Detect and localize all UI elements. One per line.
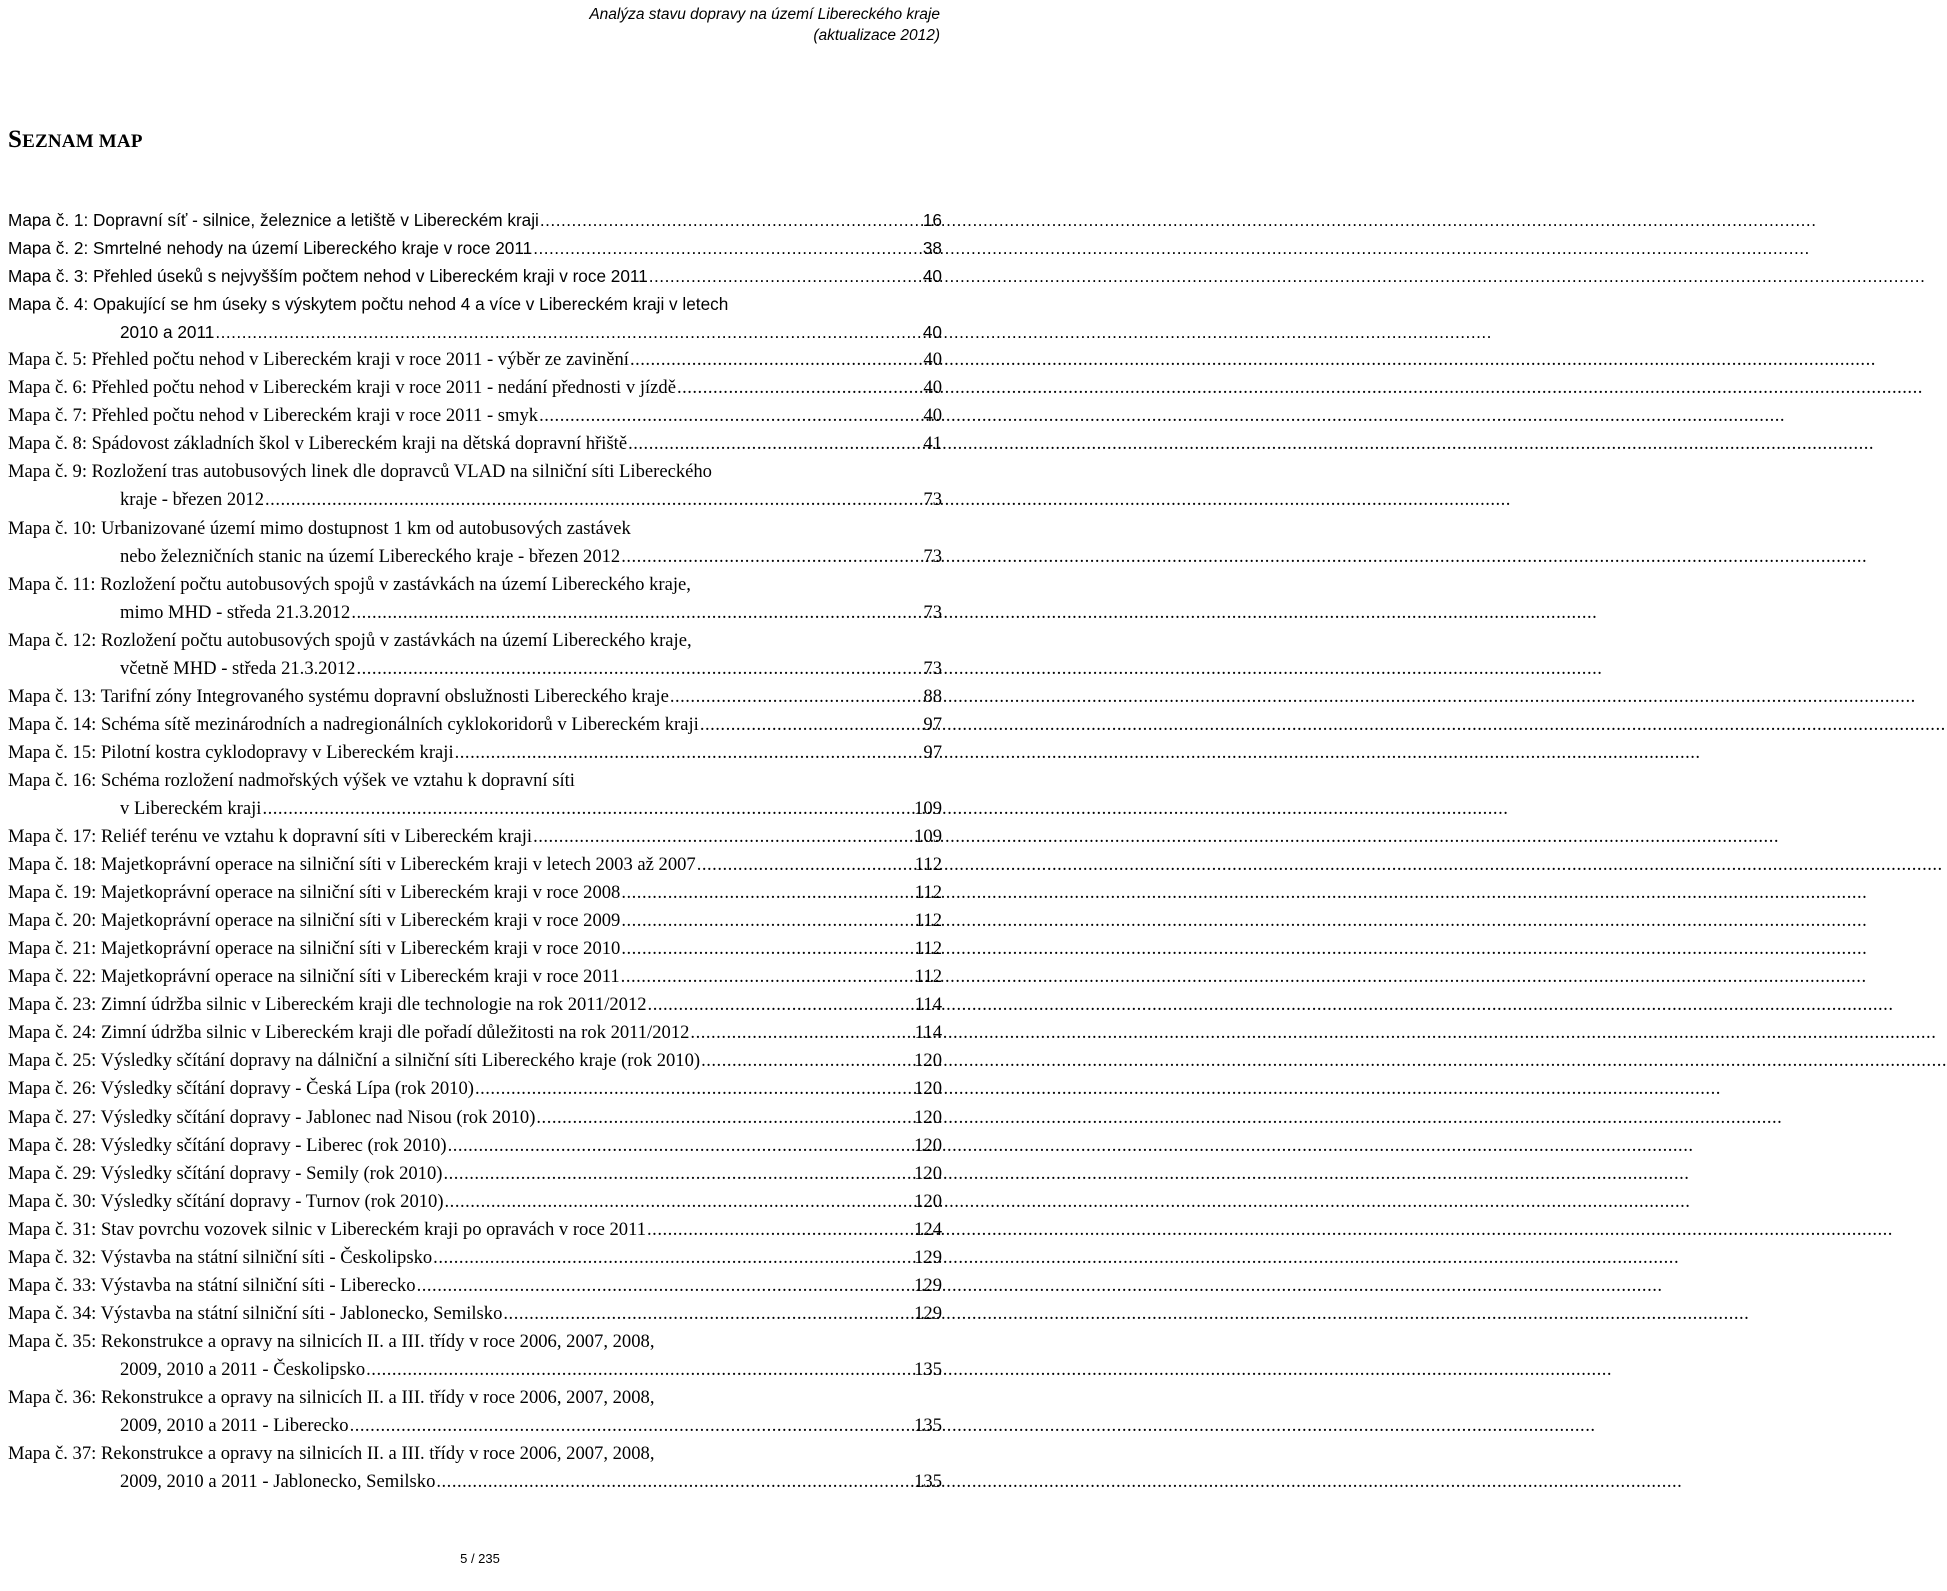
toc-page-number: 112 — [914, 882, 942, 904]
dot-leader — [366, 1356, 913, 1384]
toc-entry-line — [8, 907, 942, 935]
toc-entry-text: Mapa č. 5: Přehled počtu nehod v Libereckém kraji v roce 2011 - výběr ze zavinění — [8, 349, 629, 371]
toc-page-number: 38 — [922, 238, 942, 259]
toc-page-number: 73 — [923, 601, 942, 623]
toc-entry-text: Mapa č. 15: Pilotní kostra cyklodopravy v Libereckém kraji — [8, 741, 454, 763]
toc-entry-line — [8, 458, 942, 486]
page-title-initial: S — [8, 126, 23, 153]
toc-entry-text: 2010 a 2011 — [120, 322, 215, 343]
page-title — [8, 126, 143, 154]
toc-page-number: 135 — [914, 1471, 942, 1493]
toc-entry[interactable] — [8, 963, 942, 991]
toc-entry-line — [8, 627, 942, 655]
toc-entry-text: Mapa č. 6: Přehled počtu nehod v Libereckém kraji v roce 2011 - nedání přednosti v jízdě — [8, 377, 676, 399]
toc-entry-text: kraje - březen 2012 — [120, 489, 265, 511]
toc-entry-line — [8, 739, 942, 767]
dot-leader — [621, 935, 913, 963]
toc-entry-text: Mapa č. 24: Zimní údržba silnic v Libereckém kraji dle pořadí důležitosti na rok 2011/2012 — [8, 1022, 690, 1044]
toc-entry[interactable] — [8, 1188, 942, 1216]
toc-entry-text: Mapa č. 36: Rekonstrukce a opravy na silnicích II. a III. třídy v roce 2006, 2007, 2008, — [8, 1386, 655, 1408]
toc-entry-text: 2009, 2010 a 2011 - Liberecko — [120, 1415, 349, 1437]
toc-page-number: 112 — [914, 910, 942, 932]
toc-entry[interactable] — [8, 515, 942, 571]
toc-page-number: 112 — [914, 938, 942, 960]
toc-entry-text: Mapa č. 20: Majetkoprávní operace na silniční síti v Libereckém kraji v roce 2009 — [8, 910, 621, 932]
toc-entry[interactable] — [8, 991, 942, 1019]
dot-leader — [540, 206, 922, 234]
toc-page-number: 73 — [923, 545, 942, 567]
dot-leader — [539, 402, 922, 430]
toc-entry[interactable] — [8, 627, 942, 683]
toc-entry-line — [8, 1047, 942, 1075]
toc-page-number: 135 — [914, 1415, 942, 1437]
toc-entry[interactable] — [8, 234, 942, 262]
toc-page-number: 73 — [923, 657, 942, 679]
toc-page-number: 40 — [922, 322, 942, 343]
toc-entry-text: Mapa č. 28: Výsledky sčítání dopravy - Liberec (rok 2010) — [8, 1134, 447, 1156]
toc-entry[interactable] — [8, 1328, 942, 1384]
toc-entry-text: v Libereckém kraji — [120, 797, 262, 819]
toc-entry-text: Mapa č. 3: Přehled úseků s nejvyšším počtem nehod v Libereckém kraji v roce 2011 — [8, 266, 648, 287]
toc-entry[interactable] — [8, 1075, 942, 1103]
toc-entry[interactable] — [8, 458, 942, 514]
toc-entry-text: Mapa č. 26: Výsledky sčítání dopravy - Česká Lípa (rok 2010) — [8, 1078, 474, 1100]
toc-entry-line — [8, 1440, 942, 1468]
dot-leader — [351, 599, 922, 627]
toc-entry-continuation — [8, 655, 942, 683]
toc-entry-line — [8, 571, 942, 599]
header-subtitle: (aktualizace 2012) — [813, 27, 940, 44]
toc-entry[interactable] — [8, 571, 942, 627]
toc-entry[interactable] — [8, 1384, 942, 1440]
dot-leader — [536, 1104, 913, 1132]
toc-entry[interactable] — [8, 1104, 942, 1132]
toc-entry-text: Mapa č. 25: Výsledky sčítání dopravy na dálniční a silniční síti Libereckého kraje (rok 2010) — [8, 1050, 701, 1072]
toc-entry-text: Mapa č. 16: Schéma rozložení nadmořských výšek ve vztahu k dopravní síti — [8, 769, 575, 791]
toc-entry-text: Mapa č. 29: Výsledky sčítání dopravy - Semily (rok 2010) — [8, 1162, 443, 1184]
toc-entry-line — [8, 234, 942, 262]
dot-leader — [445, 1188, 914, 1216]
toc-entry-text: Mapa č. 32: Výstavba na státní silniční síti - Českolipsko — [8, 1246, 433, 1268]
dot-leader — [262, 795, 913, 823]
toc-entry-text: Mapa č. 2: Smrtelné nehody na území Libereckého kraje v roce 2011 — [8, 238, 533, 259]
toc-entry-line — [8, 1300, 942, 1328]
toc-entry-text: Mapa č. 10: Urbanizované území mimo dostupnost 1 km od autobusových zastávek — [8, 517, 631, 539]
dot-leader — [215, 318, 922, 346]
dot-leader — [433, 1244, 913, 1272]
toc-entry-line — [8, 290, 942, 318]
toc-page-number: 97 — [923, 741, 942, 763]
toc-entry[interactable] — [8, 711, 942, 739]
dot-leader — [621, 907, 913, 935]
dot-leader — [677, 374, 922, 402]
toc-page-number: 120 — [914, 1190, 942, 1212]
toc-entry-line — [8, 935, 942, 963]
toc-entry-text: Mapa č. 33: Výstavba na státní silniční síti - Liberecko — [8, 1274, 416, 1296]
toc-entry-line — [8, 430, 942, 458]
toc-entry-continuation — [8, 1356, 942, 1384]
dot-leader — [503, 1300, 913, 1328]
toc-entry-text: Mapa č. 21: Majetkoprávní operace na silniční síti v Libereckém kraji v roce 2010 — [8, 938, 621, 960]
toc-page-number: 73 — [923, 489, 942, 511]
toc-entry-text: Mapa č. 34: Výstavba na státní silniční síti - Jablonecko, Semilsko — [8, 1302, 503, 1324]
dot-leader — [628, 430, 922, 458]
toc-entry-line — [8, 879, 942, 907]
toc-entry-continuation — [8, 543, 942, 571]
toc-entry-line — [8, 1188, 942, 1216]
toc-page-number: 40 — [922, 266, 942, 287]
toc-entry[interactable] — [8, 1132, 942, 1160]
toc-entry-continuation — [8, 795, 942, 823]
toc-page-number: 120 — [914, 1162, 942, 1184]
toc-page-number: 112 — [914, 966, 942, 988]
toc-page-number: 120 — [914, 1134, 942, 1156]
toc-entry-line — [8, 767, 942, 795]
toc-entry[interactable] — [8, 262, 942, 290]
toc-entry-text: 2009, 2010 a 2011 - Jablonecko, Semilsko — [120, 1471, 436, 1493]
dot-leader — [417, 1272, 914, 1300]
dot-leader — [448, 1132, 914, 1160]
dot-leader — [690, 1019, 913, 1047]
toc-entry-text: Mapa č. 7: Přehled počtu nehod v Libereckém kraji v roce 2011 - smyk — [8, 405, 539, 427]
toc-entry[interactable] — [8, 290, 942, 346]
toc-entry-text: Mapa č. 9: Rozložení tras autobusových linek dle dopravců VLAD na silniční síti Libereckého — [8, 461, 712, 483]
toc-entry[interactable] — [8, 767, 942, 823]
running-header — [589, 4, 940, 46]
toc-entry-text: nebo železničních stanic na území Libereckého kraje - březen 2012 — [120, 545, 621, 567]
toc-page-number: 40 — [923, 405, 942, 427]
toc-entry-line — [8, 1160, 942, 1188]
dot-leader — [621, 963, 914, 991]
toc-entry-line — [8, 683, 942, 711]
toc-entry-text: Mapa č. 19: Majetkoprávní operace na silniční síti v Libereckém kraji v roce 2008 — [8, 882, 621, 904]
toc-entry-text: včetně MHD - středa 21.3.2012 — [120, 657, 356, 679]
dot-leader — [621, 543, 922, 571]
dot-leader — [533, 823, 913, 851]
toc-entry-text: Mapa č. 11: Rozložení počtu autobusových spojů v zastávkách na území Libereckého kraje, — [8, 573, 691, 595]
toc-entry-line — [8, 1075, 942, 1103]
toc-entry[interactable] — [8, 430, 942, 458]
toc-entry-continuation — [8, 318, 942, 346]
dot-leader — [436, 1468, 913, 1496]
toc-entry-text: Mapa č. 18: Majetkoprávní operace na silniční síti v Libereckém kraji v letech 2003 až 2007 — [8, 854, 696, 876]
toc-entry[interactable] — [8, 206, 942, 234]
dot-leader — [475, 1075, 913, 1103]
toc-entry-line — [8, 963, 942, 991]
dot-leader — [697, 851, 914, 879]
toc-entry[interactable] — [8, 823, 942, 851]
toc-entry-line — [8, 374, 942, 402]
toc-entry-line — [8, 402, 942, 430]
toc-entry-line — [8, 1104, 942, 1132]
toc-page-number: 135 — [914, 1358, 942, 1380]
toc-entry-line — [8, 823, 942, 851]
toc-entry-text: Mapa č. 22: Majetkoprávní operace na silniční síti v Libereckém kraji v roce 2011 — [8, 966, 620, 988]
toc-entry-line — [8, 1384, 942, 1412]
toc-entry-text: Mapa č. 13: Tarifní zóny Integrovaného systému dopravní obslužnosti Libereckého kraje — [8, 685, 669, 707]
toc-entry[interactable] — [8, 402, 942, 430]
toc-page-number: 97 — [923, 713, 942, 735]
toc-entry-line — [8, 851, 942, 879]
toc-entry[interactable] — [8, 907, 942, 935]
toc-entry-text: Mapa č. 30: Výsledky sčítání dopravy - Turnov (rok 2010) — [8, 1190, 444, 1212]
toc-entry[interactable] — [8, 739, 942, 767]
dot-leader — [265, 486, 922, 514]
toc-entry-text: Mapa č. 4: Opakující se hm úseky s výskytem počtu nehod 4 a více v Libereckém kraji v letech — [8, 294, 729, 315]
toc-entry-text: Mapa č. 12: Rozložení počtu autobusových spojů v zastávkách na území Libereckého kraje, — [8, 629, 692, 651]
toc-page-number: 124 — [914, 1218, 942, 1240]
header-title: Analýza stavu dopravy na území Libereckého kraje — [589, 6, 940, 23]
toc-page-number: 129 — [914, 1274, 942, 1296]
toc-entry-text: Mapa č. 27: Výsledky sčítání dopravy - Jablonec nad Nisou (rok 2010) — [8, 1106, 536, 1128]
toc-entry[interactable] — [8, 1160, 942, 1188]
toc-entry[interactable] — [8, 1440, 942, 1496]
dot-leader — [455, 739, 923, 767]
toc-page-number: 40 — [923, 377, 942, 399]
dot-leader — [443, 1160, 913, 1188]
toc-page-number: 120 — [914, 1050, 942, 1072]
toc-entry-text: Mapa č. 1: Dopravní síť - silnice, železnice a letiště v Libereckém kraji — [8, 210, 539, 230]
toc-entry[interactable] — [8, 374, 942, 402]
toc-entry[interactable] — [8, 1244, 942, 1272]
dot-leader — [533, 234, 922, 262]
toc-entry[interactable] — [8, 683, 942, 711]
page-title-rest: EZNAM MAP — [22, 131, 143, 152]
toc-entry-continuation — [8, 599, 942, 627]
toc-entry-line — [8, 346, 942, 374]
toc-page-number: 129 — [914, 1302, 942, 1324]
dot-leader — [649, 262, 922, 290]
toc-entry-line — [8, 206, 942, 234]
toc-entry[interactable] — [8, 935, 942, 963]
toc-entry-continuation — [8, 1468, 942, 1496]
toc-entry-text: Mapa č. 37: Rekonstrukce a opravy na silnicích II. a III. třídy v roce 2006, 2007, 2008, — [8, 1443, 655, 1465]
toc-entry-line — [8, 515, 942, 543]
toc-entry[interactable] — [8, 1019, 942, 1047]
toc-entry-continuation — [8, 486, 942, 514]
toc-entry-text: Mapa č. 8: Spádovost základních škol v Libereckém kraji na dětská dopravní hřiště — [8, 433, 628, 455]
dot-leader — [356, 655, 922, 683]
toc-entry-text: Mapa č. 23: Zimní údržba silnic v Libereckém kraji dle technologie na rok 2011/2012 — [8, 994, 647, 1016]
toc-page-number: 129 — [914, 1246, 942, 1268]
toc-entry-continuation — [8, 1412, 942, 1440]
toc-page-number: 112 — [914, 854, 942, 876]
toc-entry-line — [8, 1216, 942, 1244]
toc-entry-line — [8, 1328, 942, 1356]
dot-leader — [670, 683, 923, 711]
toc-entry-line — [8, 1132, 942, 1160]
toc-page-number: 114 — [914, 994, 942, 1016]
toc-page-number: 40 — [923, 349, 942, 371]
toc-entry-text: Mapa č. 17: Reliéf terénu ve vztahu k dopravní síti v Libereckém kraji — [8, 826, 533, 848]
toc-page-number: 109 — [914, 826, 942, 848]
page-number: 5 / 235 — [460, 1551, 500, 1566]
toc-page-number: 16 — [922, 210, 942, 230]
dot-leader — [700, 711, 923, 739]
dot-leader — [630, 346, 922, 374]
dot-leader — [621, 879, 913, 907]
toc-entry[interactable] — [8, 1047, 942, 1075]
toc-entry[interactable] — [8, 851, 942, 879]
toc-entry-line — [8, 1019, 942, 1047]
dot-leader — [648, 991, 914, 1019]
toc-entry-line — [8, 1272, 942, 1300]
dot-leader — [350, 1412, 914, 1440]
toc-entry[interactable] — [8, 1216, 942, 1244]
toc-entry-line — [8, 262, 942, 290]
toc-entry-text: Mapa č. 14: Schéma sítě mezinárodních a nadregionálních cyklokoridorů v Libereckém kraji — [8, 713, 699, 735]
toc-entry[interactable] — [8, 1272, 942, 1300]
toc-entry[interactable] — [8, 346, 942, 374]
toc-page-number: 114 — [914, 1022, 942, 1044]
toc-entry-line — [8, 711, 942, 739]
toc-entry-line — [8, 1244, 942, 1272]
toc-entry-text: Mapa č. 31: Stav povrchu vozovek silnic v Libereckém kraji po opravách v roce 2011 — [8, 1218, 647, 1240]
toc-page-number: 120 — [914, 1078, 942, 1100]
toc-entry-line — [8, 991, 942, 1019]
toc-page-number: 120 — [914, 1106, 942, 1128]
dot-leader — [647, 1216, 913, 1244]
toc-page-number: 109 — [914, 797, 942, 819]
toc-page-number: 41 — [923, 433, 942, 455]
toc-entry-text: Mapa č. 35: Rekonstrukce a opravy na silnicích II. a III. třídy v roce 2006, 2007, 2008, — [8, 1330, 655, 1352]
toc-entry-text: mimo MHD - středa 21.3.2012 — [120, 601, 351, 623]
toc-entry[interactable] — [8, 879, 942, 907]
dot-leader — [701, 1047, 913, 1075]
toc-entry[interactable] — [8, 1300, 942, 1328]
list-of-maps — [8, 206, 942, 1496]
toc-entry-text: 2009, 2010 a 2011 - Českolipsko — [120, 1358, 366, 1380]
toc-page-number: 88 — [923, 685, 942, 707]
